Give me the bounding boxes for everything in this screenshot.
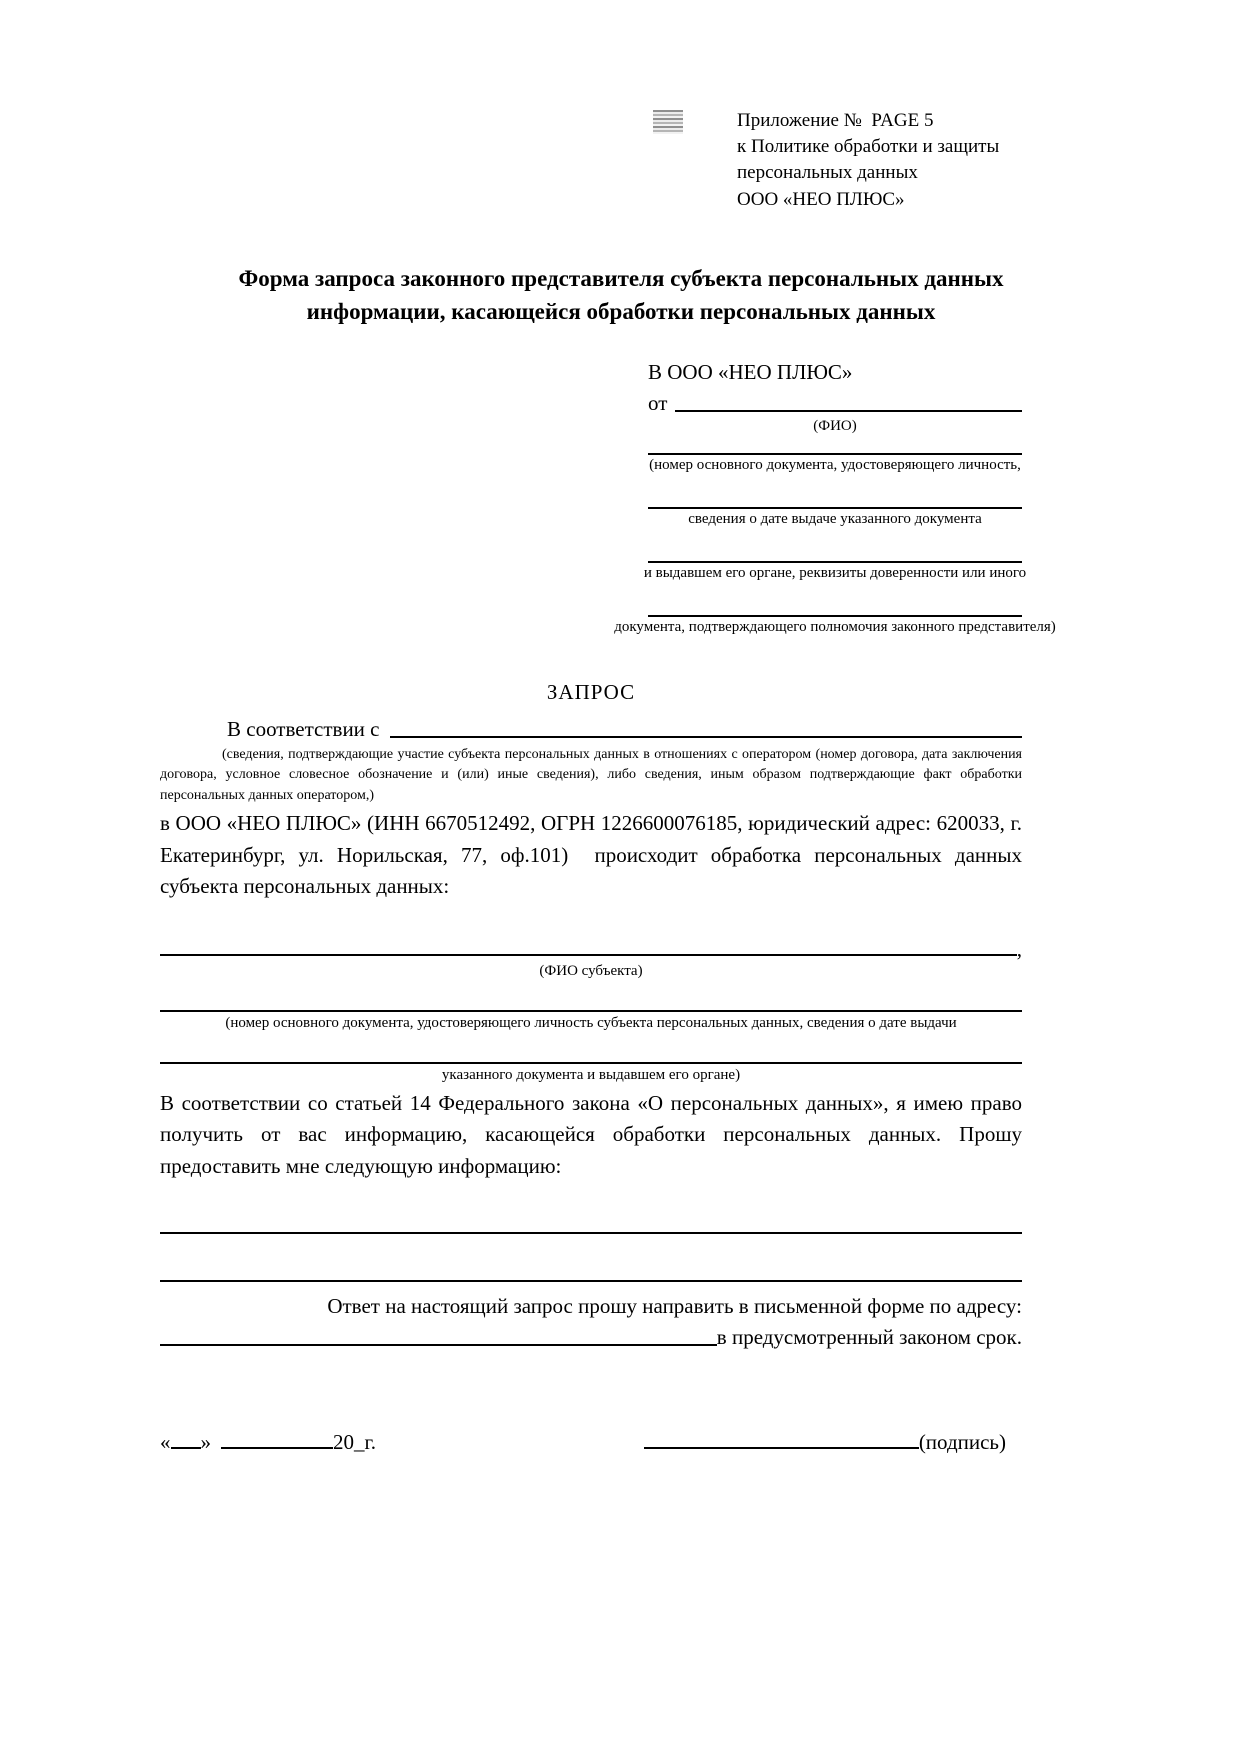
- accordance-row: [160, 717, 1022, 742]
- fio-blank-line: [675, 410, 1022, 412]
- accordance-blank-line: [390, 736, 1023, 738]
- text-lines-icon: [653, 110, 683, 134]
- title-line-1: Форма запроса законного представителя субъекта персональных данных: [238, 265, 1004, 291]
- law-paragraph: В соответствии со статьей 14 Федерального закона «О персональных данных», я имею право получить от вас информацию, касающейся обработки персональных данных. Прошу предоставить мне следующую информацию:: [160, 1090, 1022, 1178]
- document-number-caption: (номер основного документа, удостоверяющего личность,: [649, 457, 1021, 474]
- document-title: [160, 263, 1082, 328]
- subject-authority-caption: указанного документа и выдавшем его органе): [441, 1066, 741, 1083]
- footer-row: [160, 1430, 1006, 1455]
- issuing-authority-caption: и выдавшем его органе, реквизиты доверенности или иного: [643, 565, 1027, 582]
- appendix-block: [737, 108, 999, 213]
- signature-caption: (подпись): [918, 1430, 1006, 1455]
- close-quote: »: [200, 1430, 211, 1455]
- from-row: [648, 391, 1022, 416]
- reply-deadline-text: в предусмотренный законом срок.: [716, 1325, 1022, 1350]
- document-header: [653, 0, 1242, 213]
- request-heading: ЗАПРОС: [546, 680, 636, 705]
- information-blank-line: [160, 1232, 1022, 1234]
- issue-date-caption: сведения о дате выдаче указанного документа: [688, 511, 982, 528]
- information-blank-line: [160, 1280, 1022, 1282]
- subject-document-blank-line: [160, 1010, 1022, 1012]
- addressee-to: В ООО «НЕО ПЛЮС»: [648, 360, 853, 385]
- fio-caption: (ФИО): [813, 418, 857, 435]
- addressee-block: [614, 360, 1056, 636]
- month-blank: [221, 1445, 333, 1449]
- appendix-line: Приложение № PAGE 5: [737, 110, 934, 131]
- appendix-line: персональных данных: [737, 162, 918, 184]
- appendix-line: к Политике обработки и защиты: [737, 136, 1000, 158]
- authority-document-caption: документа, подтверждающего полномочия законного представителя): [614, 619, 1056, 636]
- document-body: [160, 680, 1022, 1350]
- authority-document-blank-line: [648, 615, 1022, 617]
- issuing-authority-blank-line: [648, 561, 1022, 563]
- document-number-blank-line: [648, 453, 1022, 455]
- signature-line: [644, 1430, 1006, 1455]
- operator-paragraph: в ООО «НЕО ПЛЮС» (ИНН 6670512492, ОГРН 1226600076185, юридический адрес: 620033, г. Екатеринбург, ул. Норильская, 77, оф.101) происходит обработка персональных данных субъекта персональных данных:: [160, 811, 1022, 899]
- subject-authority-blank-line: [160, 1062, 1022, 1064]
- subject-fio-caption: (ФИО субъекта): [539, 962, 643, 979]
- date-line: [160, 1430, 376, 1455]
- fill-in-group: [648, 507, 1022, 528]
- issue-date-blank-line: [648, 507, 1022, 509]
- reply-address-blank-line: [160, 1344, 717, 1346]
- subject-fio-blank-line: [160, 954, 1017, 956]
- year-text: 20_г.: [333, 1430, 376, 1455]
- open-quote: «: [160, 1430, 171, 1455]
- day-blank: [171, 1445, 201, 1449]
- appendix-line: ООО «НЕО ПЛЮС»: [737, 188, 905, 210]
- accordance-label: В соответствии с: [227, 717, 380, 742]
- fine-print: (сведения, подтверждающие участие субъекта персональных данных в отношениях с оператором (номер договора, дата заключения договора, условное словесное обозначение и (или) иные сведения), либо сведения, иным образом подтверждающие факт обработки персональных данных оператором,): [160, 747, 1022, 803]
- fill-in-group: [648, 453, 1022, 474]
- fill-in-group: [614, 615, 1056, 636]
- subject-fio-row: [160, 936, 1022, 961]
- from-label: от: [648, 391, 668, 416]
- reply-address-row: [160, 1325, 1022, 1350]
- reply-address-text: Ответ на настоящий запрос прошу направить в письменной форме по адресу:: [327, 1294, 1022, 1319]
- trailing-comma: ,: [1016, 936, 1022, 961]
- fill-in-group: [643, 561, 1027, 582]
- signature-blank: [644, 1445, 919, 1449]
- title-line-2: информации, касающейся обработки персональных данных: [306, 298, 936, 324]
- subject-document-caption: (номер основного документа, удостоверяющего личность субъекта персональных данных, сведения о дате выдачи: [225, 1014, 957, 1031]
